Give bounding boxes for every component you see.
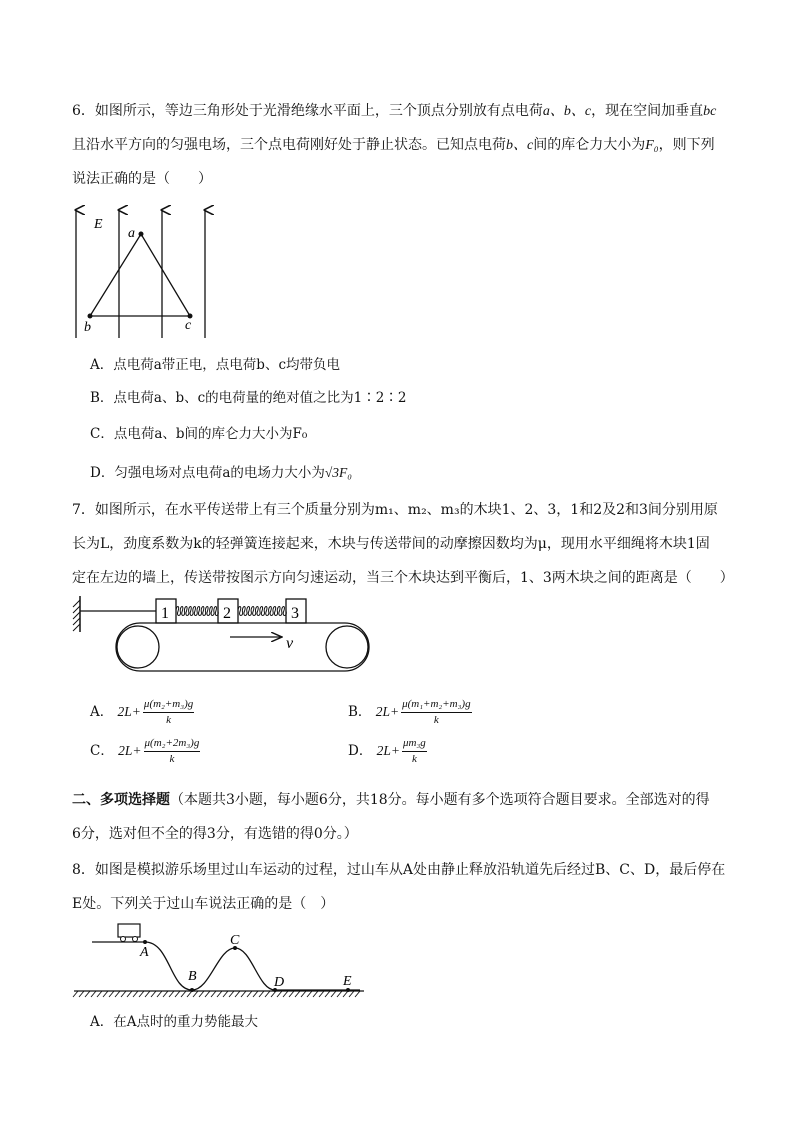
ground-hatch [73, 991, 360, 997]
section-2-line-1 [72, 783, 732, 817]
q7-option-d-den: k [411, 753, 417, 765]
q6-option-d-expr: √3F₀ [324, 465, 352, 480]
label-c: c [185, 318, 192, 333]
q8-line-2: E处。下列关于过山车说法正确的是（ ） [72, 896, 335, 912]
q6-bc-2: b、c [506, 138, 534, 153]
point-a [143, 940, 147, 944]
q6-stem [72, 94, 732, 196]
point-b [190, 988, 194, 992]
ground-hatch-mark [85, 991, 90, 997]
q7-option-a-den: k [166, 714, 172, 726]
ground-hatch-mark [163, 991, 168, 997]
cart-wheel-1 [121, 937, 126, 942]
ground-hatch-mark [259, 991, 264, 997]
label-D: D [274, 975, 285, 990]
ground-hatch-mark [277, 991, 282, 997]
q6-bc: bc [703, 104, 717, 119]
q7-option-b-den: k [433, 714, 439, 726]
ground-hatch-mark [181, 991, 186, 997]
ground-hatch-mark [205, 991, 210, 997]
q7-stem [72, 493, 732, 595]
label-b: b [84, 320, 91, 335]
ground-hatch-mark [241, 991, 246, 997]
q7-option-c-num: μ(m₂+2m₃)g [144, 736, 201, 752]
q6-text-c: 且沿水平方向的匀强电场，三个点电荷刚好处于静止状态。已知点电荷 [72, 137, 506, 153]
cart [118, 924, 140, 937]
ground-hatch-mark [169, 991, 174, 997]
belt-left-curve [116, 623, 140, 671]
q7-option-a-label: A． [90, 704, 114, 720]
cart-wheel-2 [133, 937, 138, 942]
q7-option-b-label: B． [348, 704, 372, 720]
q7-option-c[interactable] [90, 736, 200, 767]
q7-option-c-label: C． [90, 743, 114, 759]
block-3-label: 3 [291, 605, 299, 622]
ground-hatch-mark [337, 991, 342, 997]
section-2-desc: （本题共3小题，每小题6分，共18分。每小题有多个选项符合题目要求。全部选对的得 [170, 792, 710, 808]
ground-hatch-mark [115, 991, 120, 997]
q6-line-3: 说法正确的是（ ） [72, 171, 212, 187]
block-2-label: 2 [223, 605, 231, 622]
section-2-line-2: 6分，选对但不全的得3分，有选错的得0分。） [72, 826, 358, 842]
ground-hatch-mark [253, 991, 258, 997]
q6-charges: a、b、c [542, 104, 592, 119]
label-B: B [188, 969, 197, 984]
ground-hatch-mark [151, 991, 156, 997]
ground-hatch-mark [349, 991, 354, 997]
q7-option-a[interactable] [90, 697, 194, 728]
q6-text-b: ，现在空间加垂直 [591, 103, 704, 119]
label-a: a [128, 226, 135, 241]
ground-hatch-mark [97, 991, 102, 997]
ground-hatch-mark [355, 991, 360, 997]
ground-hatch-mark [235, 991, 240, 997]
q7-option-b-num: μ(m₁+m₂+m₃)g [401, 697, 472, 713]
charge-b [88, 314, 93, 319]
ground-hatch-mark [133, 991, 138, 997]
ground-hatch-mark [283, 991, 288, 997]
q7-option-c-lead: 2L+ [118, 743, 142, 758]
ground-hatch-mark [319, 991, 324, 997]
q6-option-a[interactable]: A．点电荷a带正电，点电荷b、c均带负电 [90, 357, 340, 373]
ground-hatch-mark [265, 991, 270, 997]
ground-hatch-mark [343, 991, 348, 997]
q6-line-2 [72, 128, 732, 162]
velocity-label: v [286, 635, 294, 652]
spring-1 [176, 607, 218, 616]
q7-option-d[interactable] [348, 736, 427, 767]
ground-hatch-mark [223, 991, 228, 997]
ground-hatch-mark [307, 991, 312, 997]
ground-hatch-mark [91, 991, 96, 997]
ground-hatch-mark [331, 991, 336, 997]
q7-option-d-label: D． [348, 743, 373, 759]
q6-option-b[interactable]: B．点电荷a、b、c的电荷量的绝对值之比为1∶2∶2 [90, 390, 407, 406]
ground-hatch-mark [289, 991, 294, 997]
q7-option-b-lead: 2L+ [375, 704, 400, 719]
q7-option-b[interactable] [348, 697, 472, 728]
section-2-heading [72, 783, 732, 851]
label-C: C [230, 933, 240, 948]
ground-hatch-mark [175, 991, 180, 997]
wall-hatch [73, 600, 80, 631]
q6-option-d[interactable] [90, 461, 352, 481]
q7-option-a-frac [143, 697, 194, 728]
ground-hatch-mark [187, 991, 192, 997]
ground-hatch-mark [193, 991, 198, 997]
q6-option-c[interactable]: C．点电荷a、b间的库仑力大小为F₀ [90, 426, 308, 442]
q6-text-d: 间的库仑力大小为 [533, 137, 646, 153]
q7-option-a-num: μ(m₂+m₃)g [143, 697, 194, 713]
ground-hatch-mark [247, 991, 252, 997]
ground-hatch-mark [211, 991, 216, 997]
pulley-right [326, 626, 368, 668]
ground-hatch-mark [121, 991, 126, 997]
ground-hatch-mark [109, 991, 114, 997]
ground-hatch-mark [79, 991, 84, 997]
q8-roller-coaster-figure [70, 918, 370, 1000]
charge-a [139, 232, 144, 237]
q7-conveyor-figure [70, 592, 375, 674]
q7-line-1: 7．如图所示，在水平传送带上有三个质量分别为m₁、m₂、m₃的木块1、2、3，1和2及2和3间分别用原 [72, 502, 718, 518]
ground-hatch-mark [145, 991, 150, 997]
q6-line-1 [72, 94, 732, 128]
label-E: E [343, 974, 352, 989]
q6-text-e: ，则下列 [658, 137, 715, 153]
ground-hatch-mark [103, 991, 108, 997]
q6-F0: F₀ [645, 138, 659, 153]
q6-option-d-text: D．匀强电场对点电荷a的电场力大小为 [90, 465, 325, 481]
q7-option-d-frac [402, 736, 427, 767]
q8-stem [72, 853, 732, 921]
track [145, 942, 360, 990]
ground-hatch-mark [217, 991, 222, 997]
q7-option-c-frac [144, 736, 201, 767]
q7-option-d-num: μm₃g [402, 736, 427, 752]
q6-text: 6．如图所示，等边三角形处于光滑绝缘水平面上，三个顶点分别放有点电荷 [72, 103, 543, 119]
section-2-title: 二、多项选择题 [72, 792, 170, 808]
ground-hatch-mark [325, 991, 330, 997]
ground-hatch-mark [73, 991, 78, 997]
ground-hatch-mark [127, 991, 132, 997]
ground-hatch-mark [295, 991, 300, 997]
label-A: A [140, 945, 149, 960]
ground-hatch-mark [139, 991, 144, 997]
ground-hatch-mark [229, 991, 234, 997]
ground-hatch-mark [301, 991, 306, 997]
ground-hatch-mark [199, 991, 204, 997]
pulley-left [117, 626, 159, 668]
q7-option-d-lead: 2L+ [376, 743, 400, 758]
label-E: E [94, 217, 103, 232]
belt-right-curve [345, 623, 369, 671]
q8-option-a[interactable]: A．在A点时的重力势能最大 [90, 1014, 258, 1030]
block-1-label: 1 [161, 605, 169, 622]
q7-option-c-den: k [169, 753, 175, 765]
triangle [90, 234, 190, 316]
ground-hatch-mark [313, 991, 318, 997]
ground-hatch-mark [157, 991, 162, 997]
q7-line-3: 定在左边的墙上，传送带按图示方向匀速运动，当三个木块达到平衡后，1、3两木块之间的距离是（ ） [72, 570, 734, 586]
spring-2 [238, 607, 286, 616]
q7-line-2: 长为L，劲度系数为k的轻弹簧连接起来，木块与传送带间的动摩擦因数均为μ，现用水平细绳将木块1固 [72, 536, 710, 552]
q6-field-figure [66, 200, 226, 345]
q7-option-b-frac [401, 697, 472, 728]
q8-line-1: 8．如图是模拟游乐场里过山车运动的过程，过山车从A处由静止释放沿轨道先后经过B、C、D，最后停在 [72, 862, 726, 878]
q7-option-a-lead: 2L+ [117, 704, 141, 719]
